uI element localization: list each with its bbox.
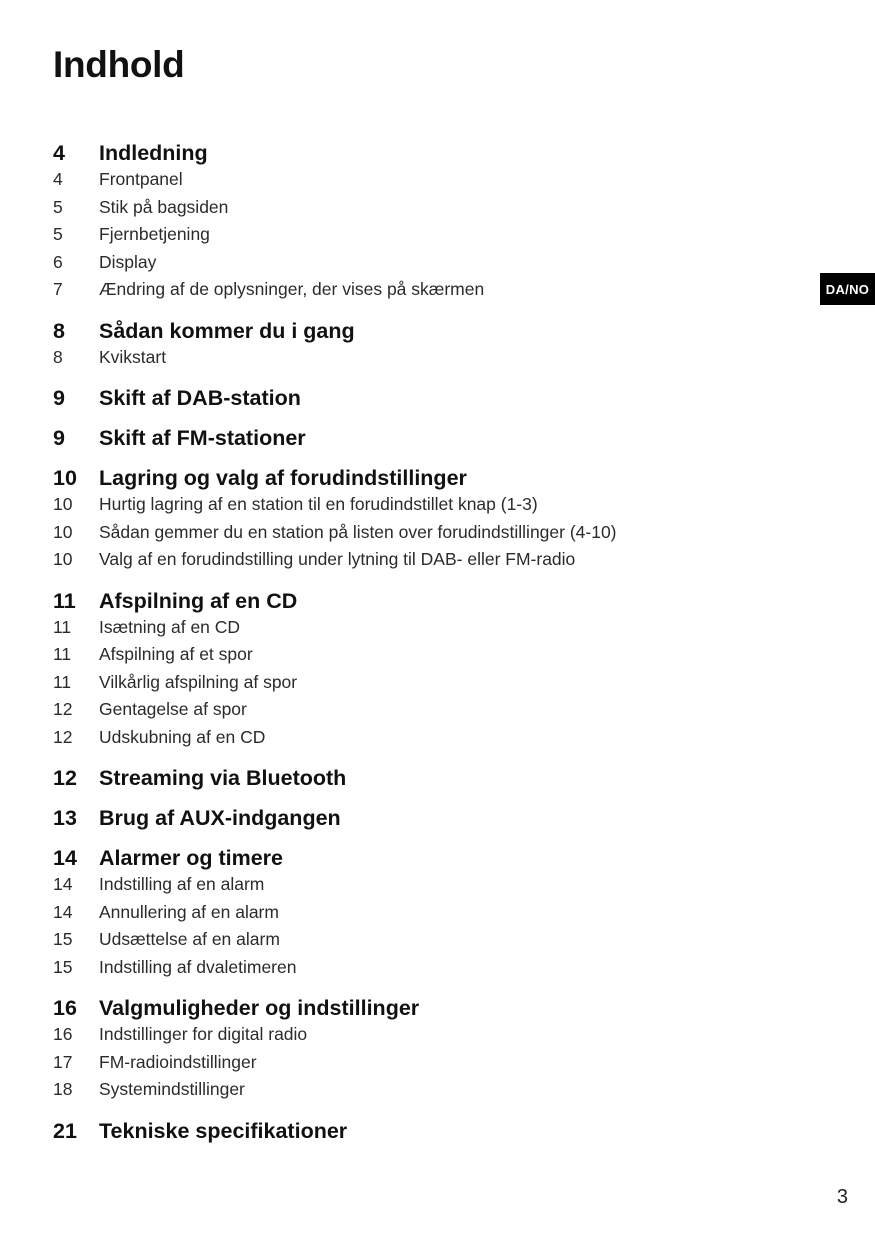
toc-entry[interactable] — [53, 617, 773, 645]
toc-entry-page: 10 — [53, 494, 73, 514]
toc-section — [53, 426, 773, 454]
toc-entry[interactable] — [53, 874, 773, 902]
toc-entry-page: 6 — [53, 251, 63, 272]
toc-entry[interactable] — [53, 1024, 773, 1052]
toc-entry[interactable] — [53, 549, 773, 577]
toc-entry-page: 10 — [53, 549, 73, 569]
toc-heading[interactable] — [53, 426, 773, 454]
toc-entry[interactable] — [53, 902, 773, 930]
toc-entry[interactable] — [53, 957, 773, 985]
toc-entry-title: Afspilning af et spor — [99, 644, 253, 664]
toc-heading-title: Alarmer og timere — [99, 846, 284, 870]
toc-entry[interactable] — [53, 522, 773, 550]
toc-entry-title: Fjernbetjening — [99, 224, 210, 244]
toc-entry-page: 18 — [53, 1079, 73, 1099]
toc-heading-page: 12 — [53, 766, 77, 790]
toc-entry[interactable] — [53, 1079, 773, 1107]
toc-heading-page: 16 — [53, 996, 77, 1020]
toc-section — [53, 996, 773, 1107]
toc-entry-title: Indstilling af dvaletimeren — [99, 956, 297, 977]
language-tab: DA/NO — [820, 273, 875, 305]
toc-heading[interactable] — [53, 806, 773, 834]
toc-entry-title: Systemindstillinger — [99, 1079, 245, 1099]
toc-entry-page: 15 — [53, 956, 73, 977]
toc-entry-title: Annullering af en alarm — [99, 901, 279, 922]
toc-heading-page: 4 — [53, 141, 65, 165]
toc-entry-page: 11 — [53, 671, 72, 692]
toc-heading-page: 13 — [53, 806, 77, 830]
toc-entry-page: 11 — [53, 616, 72, 637]
toc-heading[interactable] — [53, 319, 773, 347]
toc-entry-title: Gentagelse af spor — [99, 699, 247, 719]
toc-heading-title: Sådan kommer du i gang — [99, 318, 355, 343]
toc-entry-page: 10 — [53, 521, 73, 542]
toc-entry-title: Frontpanel — [99, 169, 183, 189]
toc-entry-page: 5 — [53, 224, 63, 244]
toc-section — [53, 1119, 773, 1147]
toc-heading-title: Streaming via Bluetooth — [99, 766, 347, 790]
toc-heading-page: 10 — [53, 466, 77, 490]
toc-entry-page: 14 — [53, 901, 73, 922]
toc-entry[interactable] — [53, 197, 773, 225]
toc-entry-title: Sådan gemmer du en station på listen over forudindstillinger (4-10) — [99, 521, 617, 542]
toc-heading-title: Brug af AUX-indgangen — [99, 806, 341, 830]
toc-entry[interactable] — [53, 252, 773, 280]
toc-entry[interactable] — [53, 1052, 773, 1080]
toc-entry[interactable] — [53, 169, 773, 197]
toc-section — [53, 466, 773, 577]
toc-entry-page: 15 — [53, 929, 73, 949]
toc-entry-title: Stik på bagsiden — [99, 196, 229, 217]
toc-entry[interactable] — [53, 929, 773, 957]
toc-entry-title: Display — [99, 251, 157, 272]
toc-entry-title: Kvikstart — [99, 346, 167, 367]
toc-heading-title: Skift af FM-stationer — [99, 426, 306, 450]
toc-entry-title: Ændring af de oplysninger, der vises på skærmen — [99, 279, 485, 299]
toc-entry[interactable] — [53, 279, 773, 307]
toc-entry[interactable] — [53, 672, 773, 700]
toc-entry-title: Valg af en forudindstilling under lytning til DAB- eller FM-radio — [99, 549, 576, 569]
toc-entry-page: 5 — [53, 196, 63, 217]
toc-entry-page: 17 — [53, 1051, 73, 1072]
toc-entry-page: 12 — [53, 699, 73, 719]
toc-section — [53, 589, 773, 755]
toc-entry-page: 12 — [53, 726, 73, 747]
toc-entry[interactable] — [53, 727, 773, 755]
toc-heading-title: Afspilning af en CD — [99, 588, 298, 613]
toc-heading[interactable] — [53, 141, 773, 169]
toc-entry-title: FM-radioindstillinger — [99, 1051, 257, 1072]
toc-heading-title: Skift af DAB-station — [99, 386, 301, 410]
toc-entry-page: 14 — [53, 874, 73, 894]
toc-heading[interactable] — [53, 766, 773, 794]
toc-heading-page: 8 — [53, 318, 65, 343]
toc-entry[interactable] — [53, 347, 773, 375]
toc-heading-page: 11 — [53, 588, 76, 613]
toc-heading-title: Valgmuligheder og indstillinger — [99, 996, 420, 1020]
toc-entry-page: 7 — [53, 279, 63, 299]
toc-entry-title: Indstilling af en alarm — [99, 874, 265, 894]
toc-heading[interactable] — [53, 589, 773, 617]
toc-heading-title: Indledning — [99, 141, 208, 165]
toc-entry-title: Udsættelse af en alarm — [99, 929, 280, 949]
toc-entry-title: Isætning af en CD — [99, 616, 241, 637]
toc-heading[interactable] — [53, 466, 773, 494]
toc-heading[interactable] — [53, 846, 773, 874]
page-number: 3 — [836, 1186, 848, 1208]
toc-entry-title: Indstillinger for digital radio — [99, 1024, 308, 1044]
toc-entry-page: 11 — [53, 644, 72, 664]
toc-heading-page: 14 — [53, 846, 77, 870]
table-of-contents — [53, 141, 773, 1159]
toc-section — [53, 766, 773, 794]
toc-heading-title: Lagring og valg af forudindstillinger — [99, 466, 467, 490]
toc-heading[interactable] — [53, 1119, 773, 1147]
toc-section — [53, 846, 773, 984]
toc-section — [53, 141, 773, 307]
page-title: Indhold — [53, 44, 185, 85]
toc-entry-page: 4 — [53, 169, 63, 189]
toc-section — [53, 806, 773, 834]
toc-section — [53, 386, 773, 414]
toc-entry-page: 8 — [53, 346, 63, 367]
toc-entry[interactable] — [53, 494, 773, 522]
toc-entry[interactable] — [53, 644, 773, 672]
toc-entry[interactable] — [53, 224, 773, 252]
toc-heading-page: 21 — [53, 1118, 77, 1143]
toc-heading-page: 9 — [53, 386, 65, 410]
toc-heading-page: 9 — [53, 426, 65, 450]
toc-entry[interactable] — [53, 699, 773, 727]
toc-entry-page: 16 — [53, 1024, 73, 1044]
toc-entry-title: Hurtig lagring af en station til en forudindstillet knap (1-3) — [99, 494, 538, 514]
toc-section — [53, 319, 773, 375]
toc-entry-title: Vilkårlig afspilning af spor — [99, 671, 298, 692]
toc-heading-title: Tekniske specifikationer — [99, 1118, 348, 1143]
toc-heading[interactable] — [53, 996, 773, 1024]
toc-entry-title: Udskubning af en CD — [99, 726, 266, 747]
toc-heading[interactable] — [53, 386, 773, 414]
